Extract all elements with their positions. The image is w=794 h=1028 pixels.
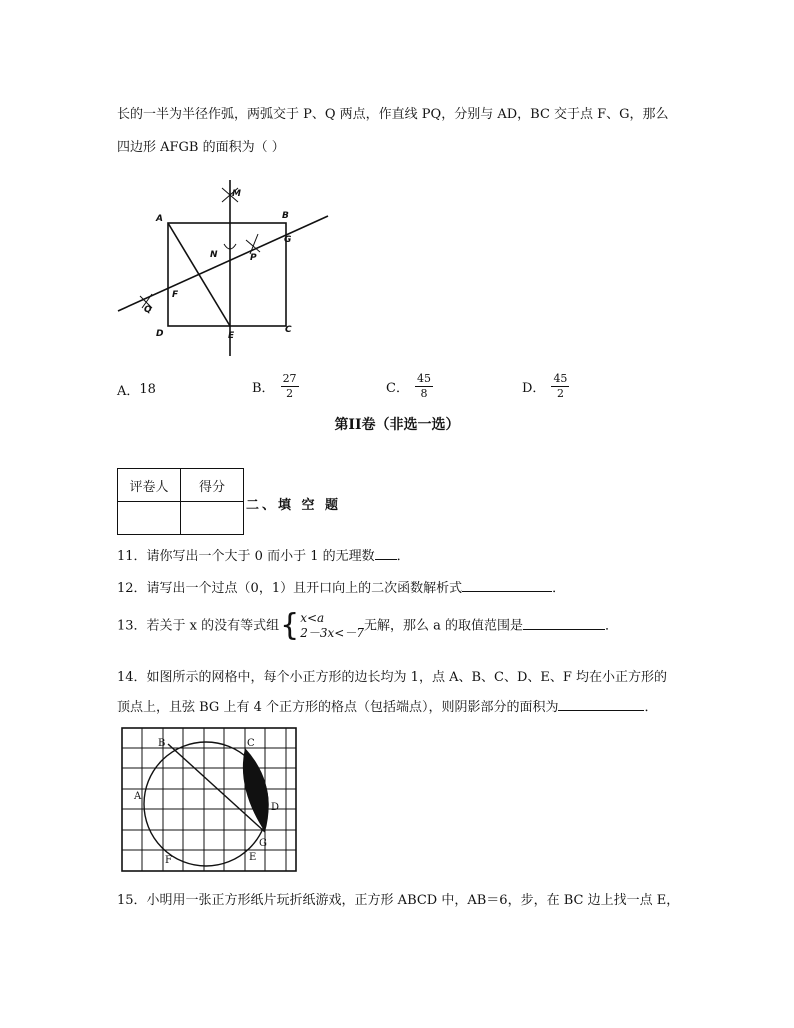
label-n: N	[210, 250, 218, 260]
option-a[interactable]	[117, 380, 156, 399]
q13-pre: 13．若关于 x 的没有等式组	[117, 618, 280, 634]
label-a: A	[156, 214, 163, 224]
part-two-title: 二、填 空 题	[246, 498, 342, 513]
option-a-value: 18	[139, 382, 156, 397]
q12-answer-blank[interactable]	[462, 577, 552, 592]
q13-inequality-system	[279, 608, 364, 643]
grid-label-b: B	[158, 738, 166, 749]
option-d-fraction	[551, 372, 569, 401]
option-d[interactable]	[522, 372, 569, 401]
q13-end: ．	[604, 618, 618, 634]
option-b-fraction	[281, 372, 299, 401]
option-b-denominator: 2	[286, 387, 294, 400]
question-13	[117, 608, 618, 643]
grid-label-a: A	[134, 791, 142, 802]
label-q: Q	[144, 305, 152, 315]
option-c[interactable]	[386, 372, 433, 401]
grid-label-e: E	[249, 852, 257, 863]
label-m: M	[232, 189, 241, 199]
q13-brace: {	[280, 608, 300, 643]
question-15: 15．小明用一张正方形纸片玩折纸游戏，正方形 ABCD 中，AB＝6，步，在 BC 边上找一点 E，	[117, 893, 680, 908]
section-title: 第II卷（非选一选）	[334, 417, 460, 433]
grid-lines	[122, 728, 296, 871]
q13-row-2: 2－3x<－7	[300, 626, 364, 640]
q12-text: 12．请写出一个过点（0，1）且开口向上的二次函数解析式	[117, 581, 463, 596]
score-table	[117, 468, 244, 535]
label-f: F	[172, 290, 179, 300]
q13-answer-blank[interactable]	[523, 615, 605, 630]
q11-text: 11．请你写出一个大于 0 而小于 1 的无理数	[117, 549, 375, 564]
label-b: B	[282, 211, 289, 221]
square-abcd	[168, 223, 286, 326]
q14-line-2	[117, 696, 658, 715]
question-11	[117, 545, 410, 564]
arc-mark-p	[246, 234, 260, 254]
label-g: G	[284, 235, 292, 245]
label-c: C	[285, 325, 292, 335]
q13-post: 无解，那么 a 的取值范围是	[363, 618, 523, 634]
q14-answer-blank[interactable]	[558, 696, 644, 711]
option-c-letter: C．	[386, 381, 409, 396]
q12-end: ．	[552, 581, 566, 596]
q14-text: 顶点上，且弦 BG 上有 4 个正方形的格点（包括端点），则阴影部分的面积为	[117, 700, 559, 715]
square-construction-figure	[112, 172, 342, 362]
grid-label-g: G	[259, 838, 267, 849]
question-12	[117, 577, 565, 596]
q11-end: ．	[396, 549, 410, 564]
grid-label-d: D	[271, 802, 280, 813]
score-table-grader-header: 评卷人	[118, 469, 181, 502]
q14-line-1: 14．如图所示的网格中，每个小正方形的边长均为 1，点 A、B、C、D、E、F 均在小正方形的	[117, 670, 668, 685]
q10-line-2: 四边形 AFGB 的面积为（ ）	[117, 140, 285, 155]
q10-line-1: 长的一半为半径作弧，两弧交于 P、Q 两点，作直线 PQ，分别与 AD，BC 交于点 F、G，那么	[117, 107, 669, 122]
option-c-numerator: 45	[416, 372, 431, 385]
grid-label-f: F	[165, 855, 172, 866]
q14-end: ．	[644, 700, 658, 715]
score-table-score-header: 得分	[181, 469, 244, 502]
option-c-fraction	[415, 372, 433, 401]
option-d-letter: D．	[522, 381, 546, 396]
option-b[interactable]	[252, 372, 299, 401]
q11-answer-blank[interactable]	[375, 545, 397, 560]
label-d: D	[156, 329, 164, 339]
score-table-grader-cell[interactable]	[118, 502, 181, 535]
option-a-letter: A．	[117, 384, 140, 399]
option-c-denominator: 8	[420, 387, 428, 400]
label-e: E	[228, 331, 235, 341]
option-b-numerator: 27	[282, 372, 297, 385]
q13-row-1: x<a	[300, 611, 325, 625]
grid-label-c: C	[247, 738, 255, 749]
option-d-denominator: 2	[556, 387, 564, 400]
grid-circle-figure	[118, 724, 302, 876]
label-p: P	[250, 253, 257, 263]
option-d-numerator: 45	[553, 372, 568, 385]
option-b-letter: B．	[252, 381, 275, 396]
score-table-score-cell[interactable]	[181, 502, 244, 535]
